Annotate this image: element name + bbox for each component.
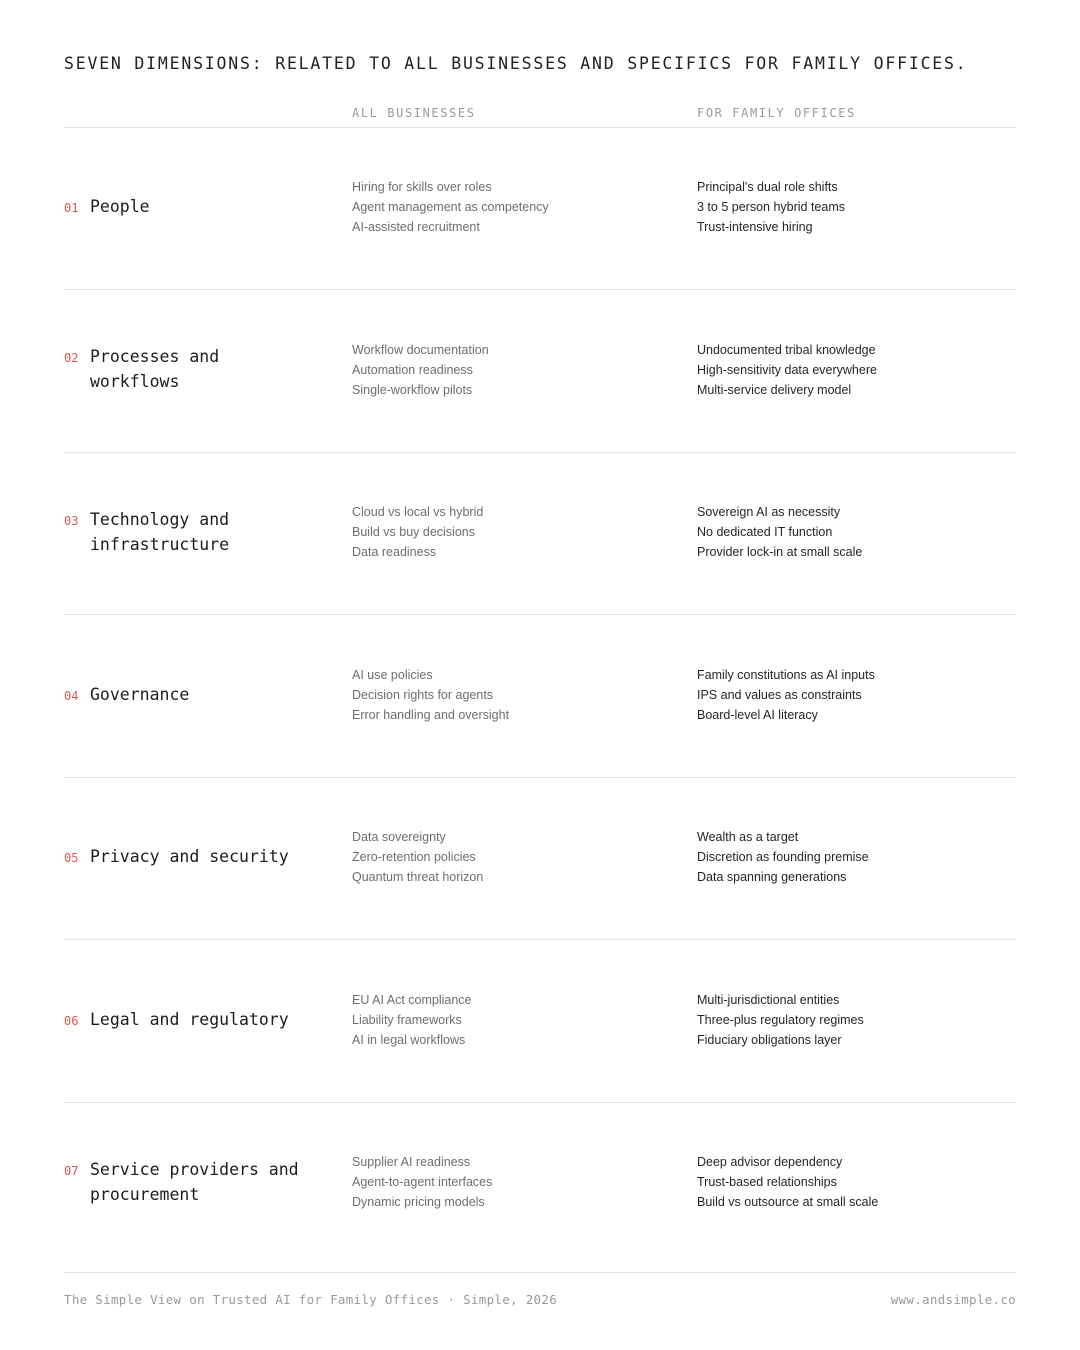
list-item: Build vs outsource at small scale <box>697 1195 879 1210</box>
dimension-number: 05 <box>64 851 79 865</box>
list-item: Error handling and oversight <box>352 708 510 723</box>
row-divider <box>64 452 1016 453</box>
all-businesses-list <box>352 502 483 563</box>
dimension-name: Technology and infrastructure <box>90 510 230 554</box>
list-item: Workflow documentation <box>352 343 489 357</box>
row-divider <box>64 1102 1016 1103</box>
list-item: Undocumented tribal knowledge <box>697 343 876 357</box>
list-item: Sovereign AI as necessity <box>697 505 841 519</box>
list-item: Single-workflow pilots <box>352 383 473 398</box>
dimension-title <box>64 1158 315 1207</box>
all-businesses-list <box>352 177 549 238</box>
dimension-title <box>64 683 315 709</box>
list-item: Three-plus regulatory regimes <box>697 1013 864 1028</box>
list-item: Multi-service delivery model <box>697 383 852 398</box>
dimension-name: Governance <box>90 685 190 704</box>
all-businesses-list <box>352 665 509 726</box>
list-item: No dedicated IT function <box>697 525 833 540</box>
dimension-number: 02 <box>64 351 79 365</box>
list-item: 3 to 5 person hybrid teams <box>697 200 845 215</box>
page-title: SEVEN DIMENSIONS: RELATED TO ALL BUSINESSES AND SPECIFICS FOR FAMILY OFFICES. <box>64 54 968 73</box>
list-item: AI in legal workflows <box>352 1033 466 1048</box>
header-divider <box>64 127 1016 128</box>
family-offices-list <box>697 502 862 563</box>
list-item: Provider lock-in at small scale <box>697 545 863 560</box>
dimension-number: 03 <box>64 514 79 528</box>
dimension-name: Processes and workflows <box>90 347 220 391</box>
list-item: AI use policies <box>352 668 433 682</box>
family-offices-list <box>697 340 877 401</box>
list-item: EU AI Act compliance <box>352 993 472 1007</box>
list-item: Build vs buy decisions <box>352 525 475 540</box>
list-item: Discretion as founding premise <box>697 850 869 865</box>
row-divider <box>64 614 1016 615</box>
footer-website-link[interactable]: www.andsimple.co <box>890 1292 1016 1307</box>
dimension-name: Legal and regulatory <box>90 1010 289 1029</box>
list-item: Principal's dual role shifts <box>697 180 838 194</box>
list-item: Family constitutions as AI inputs <box>697 668 875 682</box>
list-item: Hiring for skills over roles <box>352 180 492 194</box>
list-item: Supplier AI readiness <box>352 1155 471 1169</box>
list-item: Zero-retention policies <box>352 850 476 865</box>
list-item: Data readiness <box>352 545 437 560</box>
dimension-name: Privacy and security <box>90 847 289 866</box>
family-offices-list <box>697 1152 878 1213</box>
list-item: Multi-jurisdictional entities <box>697 993 840 1007</box>
list-item: Data spanning generations <box>697 870 847 885</box>
list-item: Trust-intensive hiring <box>697 220 813 235</box>
list-item: Quantum threat horizon <box>352 870 484 885</box>
list-item: High-sensitivity data everywhere <box>697 363 877 378</box>
family-offices-list <box>697 177 845 238</box>
family-offices-list <box>697 827 869 888</box>
family-offices-list <box>697 990 864 1051</box>
dimension-number: 06 <box>64 1014 79 1028</box>
footer-divider <box>64 1272 1016 1273</box>
list-item: Agent-to-agent interfaces <box>352 1175 493 1190</box>
list-item: Liability frameworks <box>352 1013 462 1028</box>
list-item: Decision rights for agents <box>352 688 494 703</box>
dimension-title <box>64 508 315 557</box>
row-divider <box>64 777 1016 778</box>
list-item: Board-level AI literacy <box>697 708 818 723</box>
list-item: Data sovereignty <box>352 830 446 844</box>
dimension-title <box>64 345 315 394</box>
list-item: Deep advisor dependency <box>697 1155 843 1169</box>
family-offices-list <box>697 665 875 726</box>
dimension-number: 07 <box>64 1164 79 1178</box>
list-item: Fiduciary obligations layer <box>697 1033 842 1048</box>
dimension-name: Service providers and procurement <box>90 1160 299 1204</box>
column-header-all-businesses: ALL BUSINESSES <box>352 106 476 120</box>
dimension-number: 04 <box>64 689 79 703</box>
list-item: Trust-based relationships <box>697 1175 837 1190</box>
dimension-title <box>64 1008 315 1034</box>
list-item: Agent management as competency <box>352 200 549 215</box>
dimension-name: People <box>90 197 150 216</box>
dimension-number: 01 <box>64 201 79 215</box>
footer-credit: The Simple View on Trusted AI for Family Offices · Simple, 2026 <box>64 1292 558 1307</box>
dimension-title <box>64 845 315 871</box>
list-item: IPS and values as constraints <box>697 688 862 703</box>
all-businesses-list <box>352 340 489 401</box>
all-businesses-list <box>352 990 472 1051</box>
list-item: Dynamic pricing models <box>352 1195 485 1210</box>
list-item: Cloud vs local vs hybrid <box>352 505 484 519</box>
dimension-title <box>64 195 315 221</box>
page <box>64 0 1016 1350</box>
all-businesses-list <box>352 1152 492 1213</box>
row-divider <box>64 939 1016 940</box>
all-businesses-list <box>352 827 483 888</box>
list-item: Wealth as a target <box>697 830 799 844</box>
row-divider <box>64 289 1016 290</box>
list-item: AI-assisted recruitment <box>352 220 480 235</box>
column-header-family-offices: FOR FAMILY OFFICES <box>697 106 856 120</box>
list-item: Automation readiness <box>352 363 473 378</box>
